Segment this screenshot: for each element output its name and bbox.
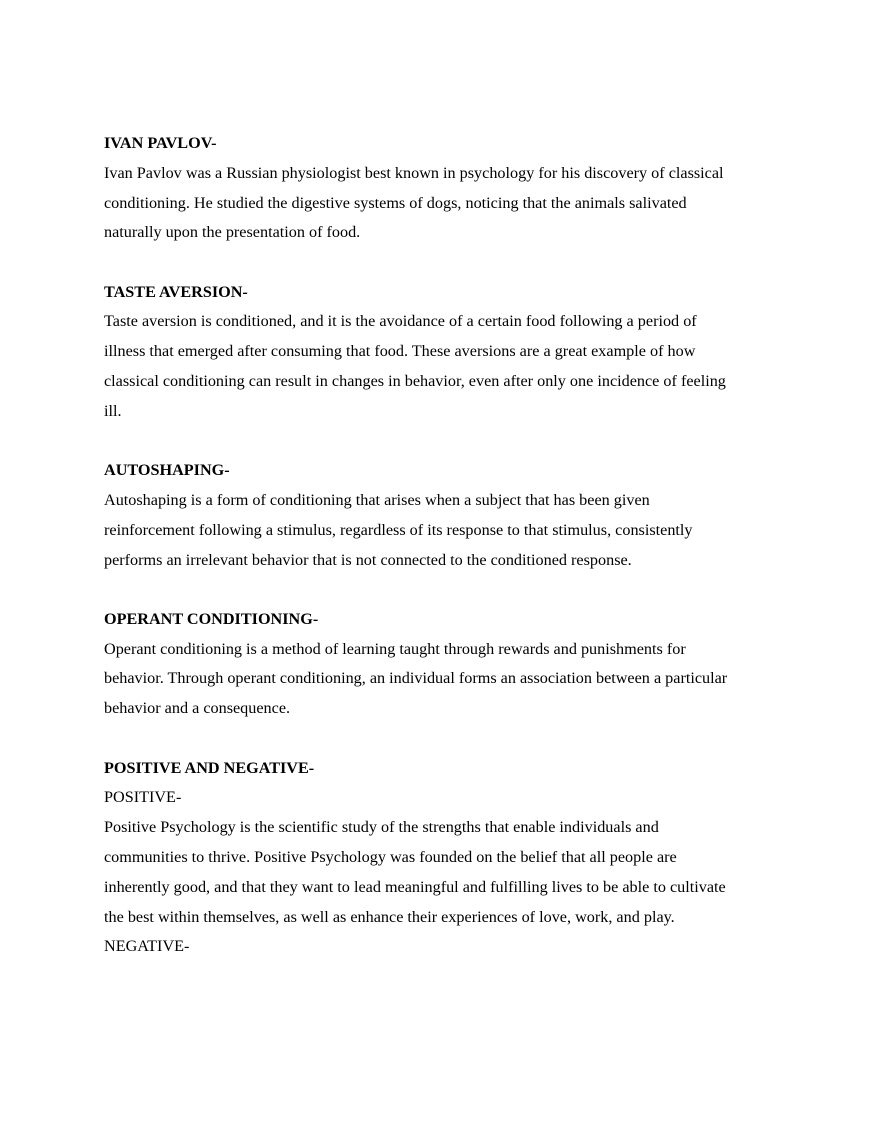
paragraph-line: Taste aversion is conditioned, and it is the avoidance of a certain food following a period of: [104, 312, 697, 331]
paragraph-line: the best within themselves, as well as enhance their experiences of love, work, and play.: [104, 907, 675, 926]
paragraph-line: reinforcement following a stimulus, regardless of its response to that stimulus, consistently: [104, 520, 693, 539]
paragraph-line: naturally upon the presentation of food.: [104, 223, 361, 242]
section-heading: AUTOSHAPING-: [104, 461, 230, 480]
negative-label: NEGATIVE-: [104, 937, 190, 956]
paragraph-line: inherently good, and that they want to lead meaningful and fulfilling lives to be able to cultivate: [104, 877, 726, 896]
paragraph-line: ill.: [104, 401, 122, 420]
section-paragraph: [104, 635, 784, 724]
section-positive-and-negative: [104, 754, 784, 963]
paragraph-line: Operant conditioning is a method of learning taught through rewards and punishments for: [104, 639, 686, 658]
positive-label: POSITIVE-: [104, 788, 182, 807]
section-operant-conditioning: [104, 605, 784, 724]
document-body: [104, 129, 784, 962]
section-taste-aversion: [104, 278, 784, 427]
section-autoshaping: [104, 456, 784, 575]
paragraph-line: classical conditioning can result in changes in behavior, even after only one incidence of feeling: [104, 372, 726, 391]
paragraph-line: Positive Psychology is the scientific study of the strengths that enable individuals and: [104, 818, 659, 837]
section-heading: POSITIVE AND NEGATIVE-: [104, 758, 315, 777]
section-paragraph: [104, 307, 784, 426]
paragraph-line: behavior and a consequence.: [104, 699, 291, 718]
section-heading: TASTE AVERSION-: [104, 282, 248, 301]
paragraph-line: illness that emerged after consuming that food. These aversions are a great example of how: [104, 342, 696, 361]
section-ivan-pavlov: [104, 129, 784, 248]
paragraph-line: communities to thrive. Positive Psychology was founded on the belief that all people are: [104, 847, 677, 866]
positive-paragraph: [104, 813, 784, 932]
paragraph-line: Autoshaping is a form of conditioning that arises when a subject that has been given: [104, 490, 650, 509]
section-paragraph: [104, 159, 784, 248]
section-heading: IVAN PAVLOV-: [104, 134, 217, 152]
paragraph-line: Ivan Pavlov was a Russian physiologist best known in psychology for his discovery of classical: [104, 163, 724, 182]
paragraph-line: conditioning. He studied the digestive systems of dogs, noticing that the animals salivated: [104, 193, 687, 212]
paragraph-line: behavior. Through operant conditioning, an individual forms an association between a particular: [104, 669, 728, 688]
paragraph-line: performs an irrelevant behavior that is not connected to the conditioned response.: [104, 550, 632, 569]
section-paragraph: [104, 486, 784, 575]
section-heading: OPERANT CONDITIONING-: [104, 609, 319, 628]
